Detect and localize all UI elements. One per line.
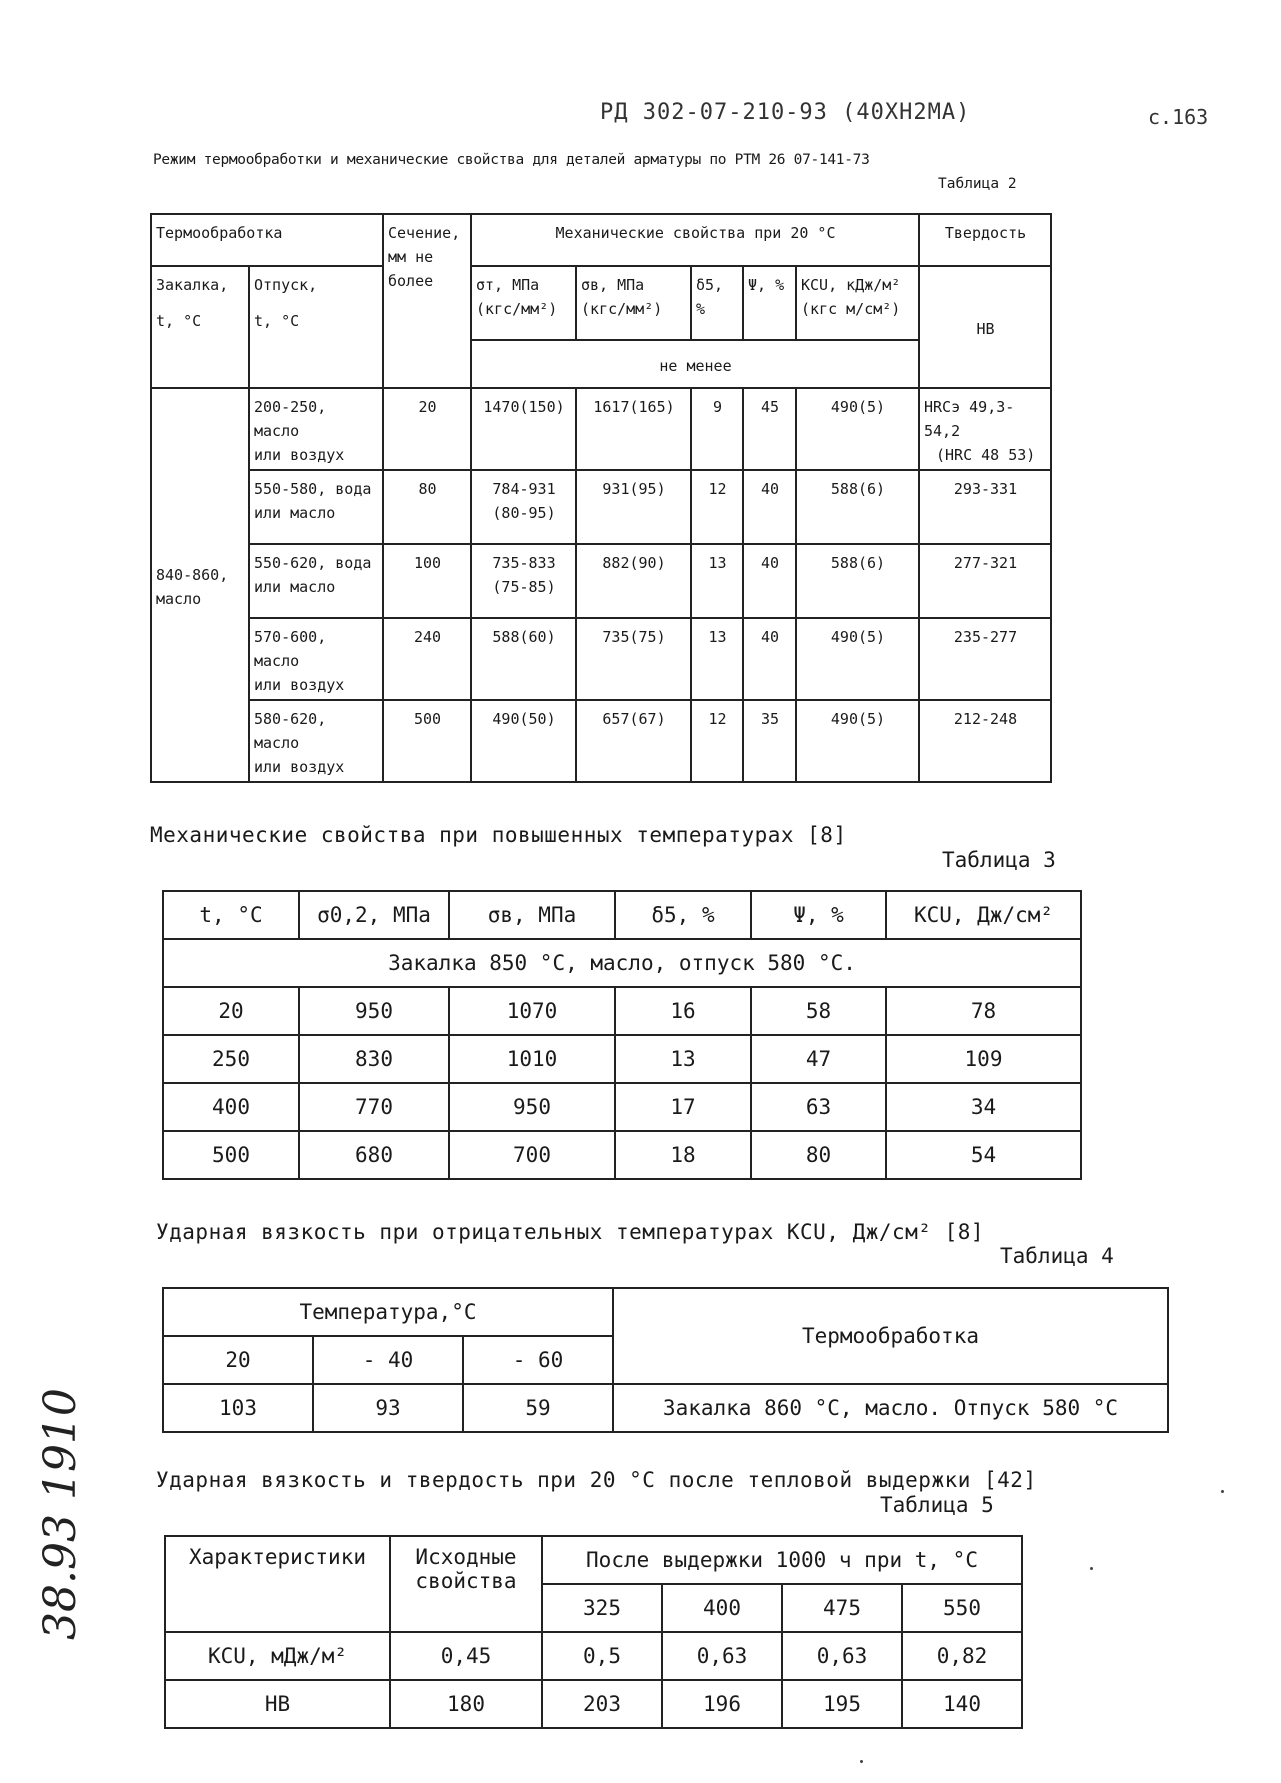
- table-cell: 500: [383, 700, 471, 782]
- table-cell: 240: [383, 618, 471, 700]
- header-sigma-t: σт, МПа (кгс/мм²): [471, 266, 576, 340]
- document-code: РД 302-07-210-93 (40ХН2МА): [600, 100, 971, 125]
- table-cell: 58: [751, 987, 886, 1035]
- table-header: - 40: [313, 1336, 463, 1384]
- table-cell: 40: [743, 544, 796, 618]
- header-temperature: Температура,°С: [163, 1288, 613, 1336]
- table-cell: 588(6): [796, 470, 919, 544]
- table-cell: 700: [449, 1131, 615, 1179]
- table-header: t, °С: [163, 891, 299, 939]
- table-cell: 0,63: [782, 1632, 902, 1680]
- header-heat-treatment: Термообработка: [151, 214, 383, 266]
- header-temper: Отпуск, t, °С: [249, 266, 383, 388]
- table3-title: Механические свойства при повышенных температурах [8]: [150, 823, 847, 847]
- table-cell: 293-331: [919, 470, 1051, 544]
- table-cell: 54: [886, 1131, 1081, 1179]
- header-heat-treatment: Термообработка: [613, 1288, 1168, 1384]
- table-cell: 45: [743, 388, 796, 470]
- table-cell: 250: [163, 1035, 299, 1083]
- table-cell: 950: [299, 987, 449, 1035]
- table3: [162, 890, 1082, 1180]
- table-cell: 1617(165): [576, 388, 691, 470]
- table-cell: 78: [886, 987, 1081, 1035]
- table-cell: 500: [163, 1131, 299, 1179]
- table2-label: Таблица 2: [938, 176, 1017, 192]
- table-cell: 784-931 (80-95): [471, 470, 576, 544]
- table-cell: 490(5): [796, 618, 919, 700]
- header-min: не менее: [471, 340, 919, 388]
- header-psi: Ψ, %: [743, 266, 796, 340]
- table-header: 550: [902, 1584, 1022, 1632]
- table-cell: 17: [615, 1083, 751, 1131]
- header-section: Сечение, мм не более: [383, 214, 471, 388]
- table-cell: 180: [390, 1680, 542, 1728]
- table-cell: 20: [163, 987, 299, 1035]
- table-cell: 735(75): [576, 618, 691, 700]
- table-cell: 109: [886, 1035, 1081, 1083]
- table-cell: 0,5: [542, 1632, 662, 1680]
- table-cell: 490(5): [796, 700, 919, 782]
- table-header: Ψ, %: [751, 891, 886, 939]
- table-cell: 93: [313, 1384, 463, 1432]
- header-hardness: Твердость: [919, 214, 1051, 266]
- table-cell: 830: [299, 1035, 449, 1083]
- table-cell: 950: [449, 1083, 615, 1131]
- table-header: δ5, %: [615, 891, 751, 939]
- table-cell: 588(60): [471, 618, 576, 700]
- table-cell: 59: [463, 1384, 613, 1432]
- table-cell: HRCэ 49,3-54,2 (HRC 48 53): [919, 388, 1051, 470]
- table-header: 400: [662, 1584, 782, 1632]
- table4-label: Таблица 4: [1000, 1244, 1114, 1268]
- table-cell: 80: [383, 470, 471, 544]
- table-cell: 203: [542, 1680, 662, 1728]
- scan-dot: [1090, 1567, 1093, 1570]
- table3-treatment: Закалка 850 °С, масло, отпуск 580 °С.: [163, 939, 1081, 987]
- table-cell: 80: [751, 1131, 886, 1179]
- table-cell: 400: [163, 1083, 299, 1131]
- table-cell: 63: [751, 1083, 886, 1131]
- table-cell: 588(6): [796, 544, 919, 618]
- table-cell: 0,45: [390, 1632, 542, 1680]
- header-sigma-v: σв, МПа (кгс/мм²): [576, 266, 691, 340]
- table2-title: Режим термообработки и механические свойства для деталей арматуры по РТМ 26 07-141-73: [153, 152, 870, 168]
- table-header: - 60: [463, 1336, 613, 1384]
- table3-label: Таблица 3: [942, 848, 1056, 872]
- table-header: 20: [163, 1336, 313, 1384]
- header-initial: Исходные свойства: [390, 1536, 542, 1632]
- table-cell: 20: [383, 388, 471, 470]
- table-cell: 570-600, масло или воздух: [249, 618, 383, 700]
- table-cell: НВ: [165, 1680, 390, 1728]
- header-after-exposure: После выдержки 1000 ч при t, °С: [542, 1536, 1022, 1584]
- scan-dot: [860, 1760, 863, 1763]
- table2: [150, 213, 1052, 783]
- table-cell: 103: [163, 1384, 313, 1432]
- table-cell: 140: [902, 1680, 1022, 1728]
- table-header: KCU, Дж/см²: [886, 891, 1081, 939]
- header-kcu: KCU, кДж/м² (кгс м/см²): [796, 266, 919, 340]
- table-header: 475: [782, 1584, 902, 1632]
- table5-label: Таблица 5: [880, 1493, 994, 1517]
- table-cell: 680: [299, 1131, 449, 1179]
- table-cell: 13: [691, 544, 743, 618]
- table-header: 325: [542, 1584, 662, 1632]
- table-cell: 196: [662, 1680, 782, 1728]
- table-cell: 40: [743, 618, 796, 700]
- table-cell: 1470(150): [471, 388, 576, 470]
- table-cell: 34: [886, 1083, 1081, 1131]
- table-cell: 13: [691, 618, 743, 700]
- table-cell: 100: [383, 544, 471, 618]
- table-cell: 13: [615, 1035, 751, 1083]
- table-cell: 18: [615, 1131, 751, 1179]
- quench-value: 840-860, масло: [151, 388, 249, 782]
- table-cell: 9: [691, 388, 743, 470]
- table-cell: 40: [743, 470, 796, 544]
- table-cell: 212-248: [919, 700, 1051, 782]
- table-cell: Закалка 860 °С, масло. Отпуск 580 °С: [613, 1384, 1168, 1432]
- table-cell: 1010: [449, 1035, 615, 1083]
- table-header: σ0,2, МПа: [299, 891, 449, 939]
- header-quench: Закалка, t, °С: [151, 266, 249, 388]
- table-cell: 47: [751, 1035, 886, 1083]
- table-cell: 12: [691, 470, 743, 544]
- page-number: с.163: [1148, 105, 1209, 129]
- table-cell: 0,82: [902, 1632, 1022, 1680]
- table-cell: KCU, мДж/м²: [165, 1632, 390, 1680]
- table-cell: 657(67): [576, 700, 691, 782]
- table-cell: 277-321: [919, 544, 1051, 618]
- header-delta: δ5, %: [691, 266, 743, 340]
- header-mechanical: Механические свойства при 20 °С: [471, 214, 919, 266]
- table5-title: Ударная вязкость и твердость при 20 °С после тепловой выдержки [42]: [156, 1468, 1037, 1492]
- table-cell: 882(90): [576, 544, 691, 618]
- handwritten-signature: 38.93 1910: [35, 1388, 86, 1640]
- table-cell: 200-250, масло или воздух: [249, 388, 383, 470]
- table4-title: Ударная вязкость при отрицательных температурах KCU, Дж/см² [8]: [156, 1220, 985, 1244]
- table-cell: 235-277: [919, 618, 1051, 700]
- table-cell: 1070: [449, 987, 615, 1035]
- table-cell: 770: [299, 1083, 449, 1131]
- table5: [164, 1535, 1023, 1729]
- table-cell: 0,63: [662, 1632, 782, 1680]
- table-cell: 490(50): [471, 700, 576, 782]
- scan-dot: [1221, 1490, 1224, 1493]
- table-cell: 931(95): [576, 470, 691, 544]
- table-cell: 490(5): [796, 388, 919, 470]
- table-cell: 35: [743, 700, 796, 782]
- table-cell: 195: [782, 1680, 902, 1728]
- header-hb: НВ: [919, 266, 1051, 388]
- table-cell: 16: [615, 987, 751, 1035]
- table-cell: 12: [691, 700, 743, 782]
- table-cell: 550-620, вода или масло: [249, 544, 383, 618]
- table4: [162, 1287, 1169, 1433]
- table-cell: 550-580, вода или масло: [249, 470, 383, 544]
- table-cell: 735-833 (75-85): [471, 544, 576, 618]
- table-header: σв, МПа: [449, 891, 615, 939]
- header-characteristics: Характеристики: [165, 1536, 390, 1632]
- table-cell: 580-620, масло или воздух: [249, 700, 383, 782]
